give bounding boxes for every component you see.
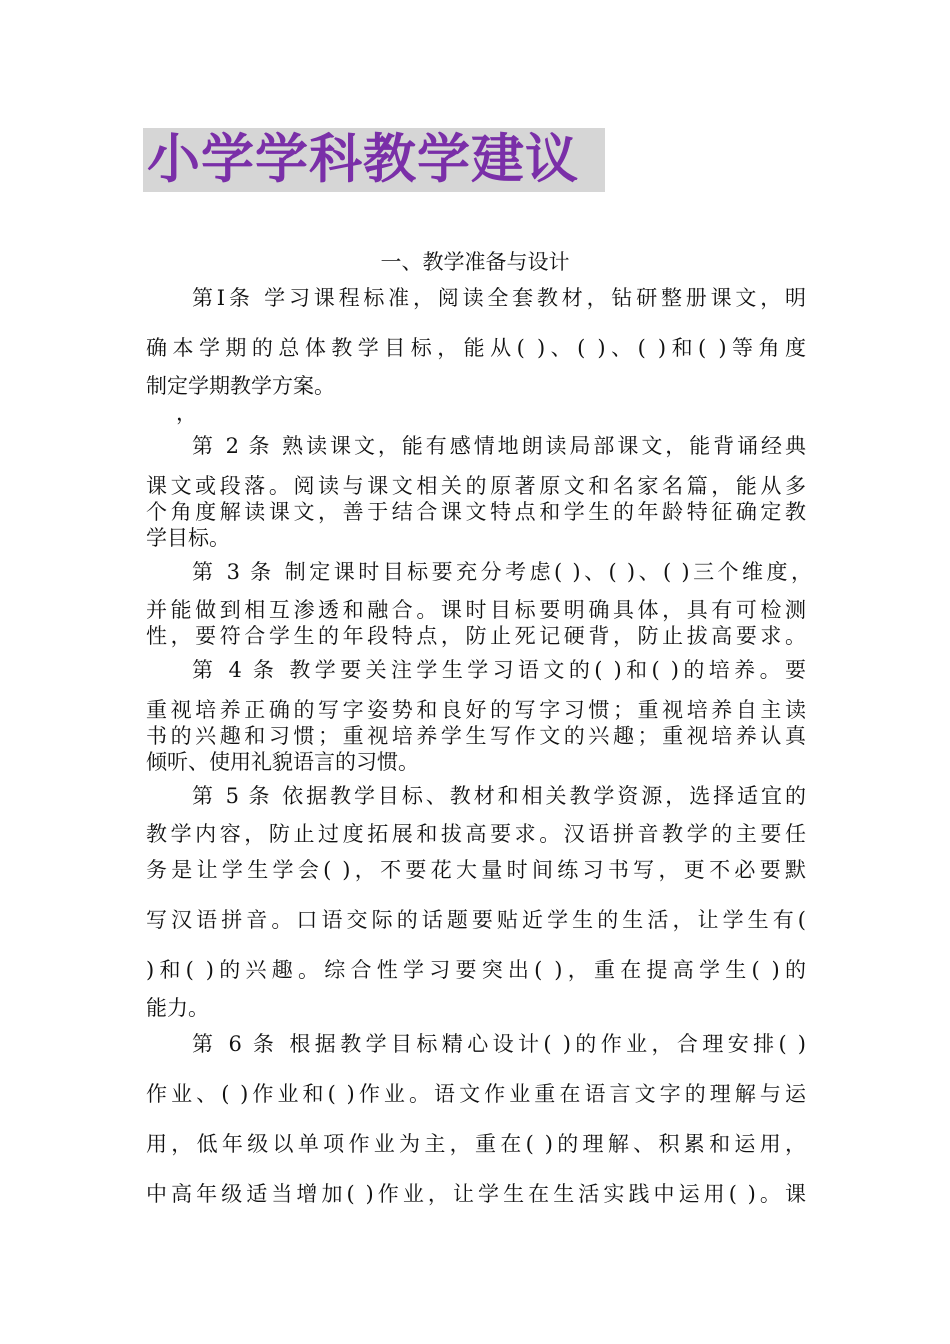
paragraph-line: 学目标。	[146, 526, 230, 550]
paragraph-line: 中高年级适当增加( )作业，让学生在生活实践中运用( )。课	[146, 1182, 806, 1206]
title-highlight	[143, 128, 605, 192]
paragraph-line: 能力。	[146, 996, 209, 1020]
document-title: 小学学科教学建议	[147, 129, 579, 190]
paragraph-line: 第 4 条 教学要关注学生学习语文的( )和( )的培养。要	[192, 658, 806, 682]
paragraph-line: 第 6 条 根据教学目标精心设计( )的作业，合理安排( )	[192, 1032, 806, 1056]
paragraph-line: 个角度解读课文，善于结合课文特点和学生的年龄特征确定教	[146, 500, 806, 524]
paragraph-line: 确本学期的总体教学目标，能从( )、( )、( )和( )等角度	[146, 336, 806, 360]
paragraph-line: 性，要符合学生的年段特点，防止死记硬背，防止拔高要求。	[146, 624, 806, 648]
paragraph-line: 制定学期教学方案。	[146, 374, 335, 398]
paragraph-line: 课文或段落。阅读与课文相关的原著原文和名家名篇，能从多	[146, 474, 806, 498]
paragraph-line: 教学内容，防止过度拓展和拔高要求。汉语拼音教学的主要任	[146, 822, 806, 846]
paragraph-line: 第 5 条 依据教学目标、教材和相关教学资源，选择适宜的	[192, 784, 806, 808]
paragraph-line: 务是让学生学会( )，不要花大量时间练习书写，更不必要默	[146, 858, 806, 882]
paragraph-line: 重视培养正确的写字姿势和良好的写字习惯；重视培养自主读	[146, 698, 806, 722]
paragraph-line: 写汉语拼音。口语交际的话题要贴近学生的生活，让学生有(	[146, 908, 806, 932]
paragraph-line: 书的兴趣和习惯；重视培养学生写作文的兴趣；重视培养认真	[146, 724, 806, 748]
paragraph-line: 并能做到相互渗透和融合。课时目标要明确具体，具有可检测	[146, 598, 806, 622]
paragraph-line: )和( )的兴趣。综合性学习要突出( )，重在提高学生( )的	[146, 958, 806, 982]
paragraph-line: 第 2 条 熟读课文，能有感情地朗读局部课文，能背诵经典	[192, 434, 806, 458]
paragraph-line: ，	[176, 401, 197, 425]
paragraph-line: 第 3 条 制定课时目标要充分考虑( )、( )、( )三个维度，	[192, 560, 812, 584]
paragraph-line: 第Ⅰ条 学习课程标准，阅读全套教材，钻研整册课文，明	[192, 286, 806, 310]
paragraph-line: 用，低年级以单项作业为主，重在( )的理解、积累和运用，	[146, 1132, 806, 1156]
section-heading: 一、教学准备与设计	[380, 250, 570, 274]
paragraph-line: 作业、( )作业和( )作业。语文作业重在语言文字的理解与运	[146, 1082, 806, 1106]
paragraph-line: 倾听、使用礼貌语言的习惯。	[146, 750, 419, 774]
